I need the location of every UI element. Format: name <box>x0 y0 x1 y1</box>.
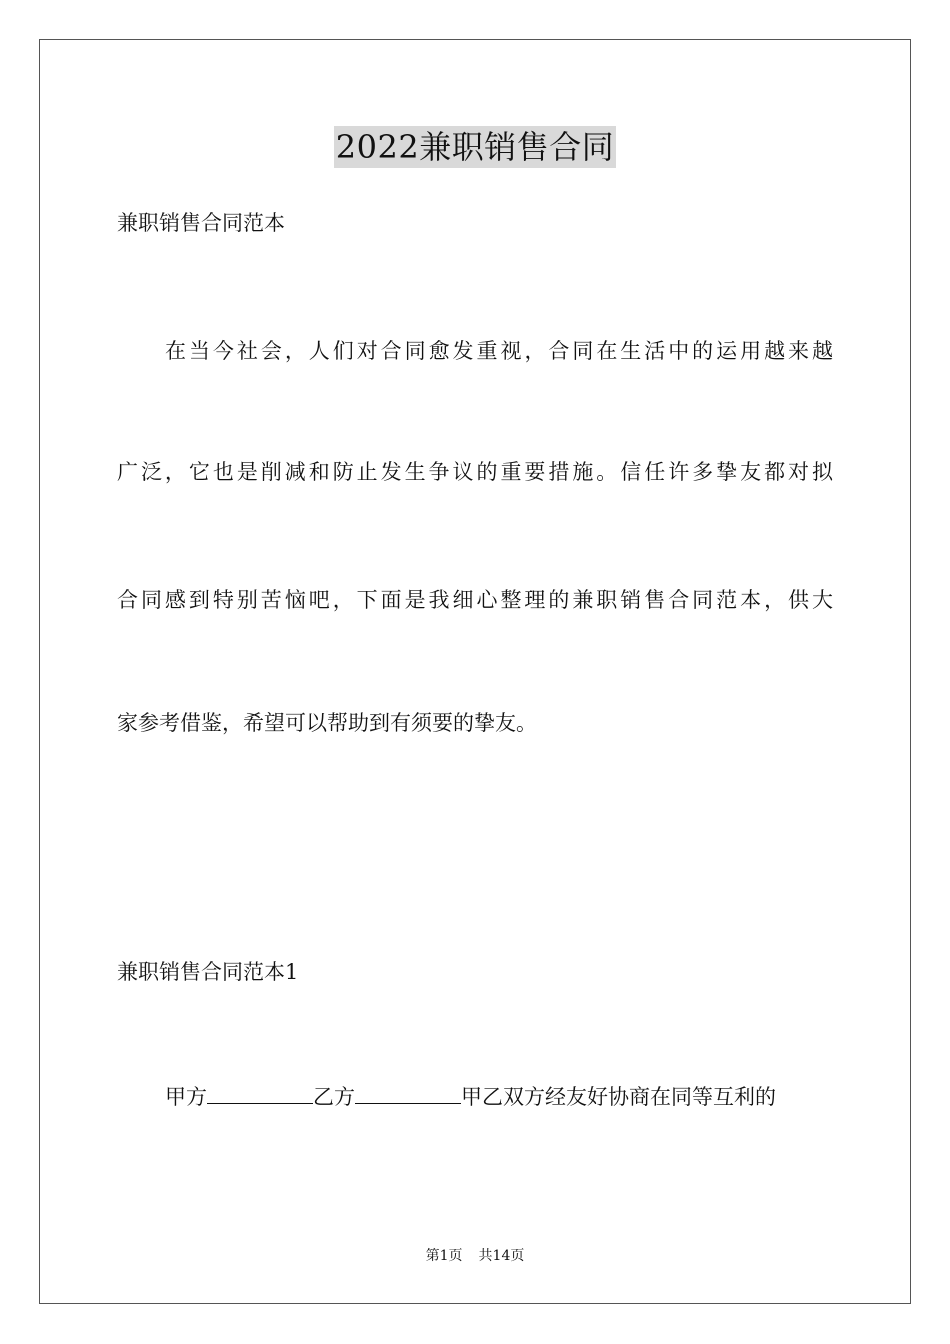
document-subtitle: 兼职销售合同范本 <box>117 211 285 235</box>
party-line <box>117 1081 833 1112</box>
page-total: 共14页 <box>478 1248 525 1264</box>
title-container <box>0 126 950 168</box>
intro-line-3: 合同感到特别苦恼吧，下面是我细心整理的兼职销售合同范本，供大 <box>117 588 833 612</box>
party-line-tail: 甲乙双方经友好协商在同等互利的 <box>461 1085 776 1109</box>
document-title: 2022兼职销售合同 <box>335 128 615 166</box>
intro-line-4: 家参考借鉴，希望可以帮助到有须要的挚友。 <box>117 711 537 735</box>
party-b-blank <box>355 1081 461 1104</box>
page-number: 第1页 <box>425 1248 463 1264</box>
intro-line-2: 广泛，它也是削减和防止发生争议的重要措施。信任许多挚友都对拟 <box>117 460 833 484</box>
party-a-blank <box>207 1081 313 1104</box>
intro-line-1: 在当今社会，人们对合同愈发重视，合同在生活中的运用越来越 <box>165 339 833 363</box>
page-footer <box>0 1246 950 1266</box>
party-a-label: 甲方 <box>165 1085 207 1109</box>
party-b-label: 乙方 <box>313 1085 355 1109</box>
section-heading: 兼职销售合同范本1 <box>117 960 299 984</box>
